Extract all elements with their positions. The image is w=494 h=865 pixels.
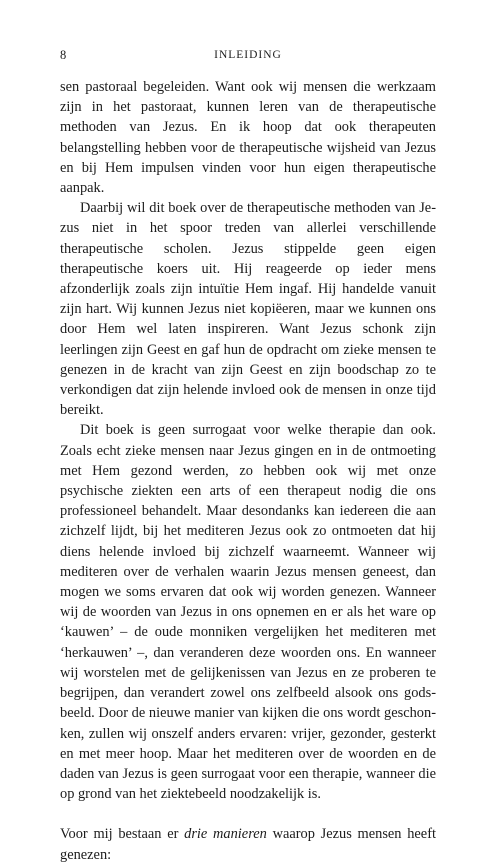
closing-text-after: waarop Jezus mensen heeft genezen: bbox=[60, 826, 436, 863]
body-text bbox=[60, 77, 436, 865]
paragraph-therapeutic-schools: Daarbij wil dit boek over de therapeutische methoden van Jezus niet in het spoor treden van allerlei verschillende therapeutische scholen. Jezus stippelde geen eigen therapeutische koers uit. Hij reageerde op ieder mens afzonderlijk zoals zijn intuïtie Hem ingaf. Hij handelde vanuit zijn hart. Wij kunnen Jezus niet kopiëeren, maar we kunnen ons door Hem wel laten inspireren. Want Jezus schonk zijn leerlingen zijn Geest en gaf hun de opdracht om zieke mensen te genezen in de kracht van zijn Geest en zijn boodschap zo te verkondigen dat zijn helende invloed ook de mensen in onze tijd bereikt. bbox=[60, 200, 436, 419]
closing-emphasis: drie manieren bbox=[184, 826, 267, 843]
paragraph-continuation: sen pastoraal begeleiden. Want ook wij mensen die werkzaam zijn in het pastoraat, kunnen leren van de therapeutische methoden van Jezus. En ik hoop dat ook therapeuten belangstelling hebben voor de therapeutische wijsheid van Jezus en bij Hem impulsen vinden voor hun eigen therapeutische aanpak. bbox=[60, 79, 436, 197]
section-title: INLEIDING bbox=[214, 49, 282, 61]
running-head bbox=[60, 47, 436, 63]
page-number: 8 bbox=[60, 48, 67, 62]
paragraph-three-ways bbox=[60, 824, 436, 864]
paragraph-no-surrogate: Dit boek is geen surrogaat voor welke therapie dan ook. Zoals echt zieke mensen naar Jezus gingen en in de ontmoeting met Hem gezond werden, zo hebben ook wij met onze psychische ziekten een arts of een therapeut nodig die ons professioneel behandelt. Maar desondanks kan iedereen die aan zichzelf lijdt, bij het mediteren Jezus ook zo ontmoeten dat hij diens helende invloed bij zichzelf waarneemt. Wanneer wij mediteren over de verhalen waarin Jezus mensen geneest, dan mogen we soms ervaren dat ook wij worden genezen. Wanneer wij de woorden van Jezus in ons opnemen en er als het ware op ‘kauwen’ – de oude monniken vergelijken het mediteren met ‘herkauwen’ –, dan veranderen deze woorden ons. En wanneer wij worstelen met de gelijkenissen van Jezus en ze proberen te begrijpen, dan verandert zowel ons zelfbeeld alsook ons godsbeeld. Door de nieuwe manier van kijken die ons wordt geschonken, zullen wij onszelf anders ervaren: vrijer, gezonder, gesterkt en met meer hoop. Maar het mediteren over de woorden en de daden van Jezus is geen surrogaat voor een therapie, wanneer die op grond van het ziektebeeld noodzakelijk is. bbox=[60, 422, 436, 803]
closing-text-before: Voor mij bestaan er bbox=[60, 826, 185, 843]
